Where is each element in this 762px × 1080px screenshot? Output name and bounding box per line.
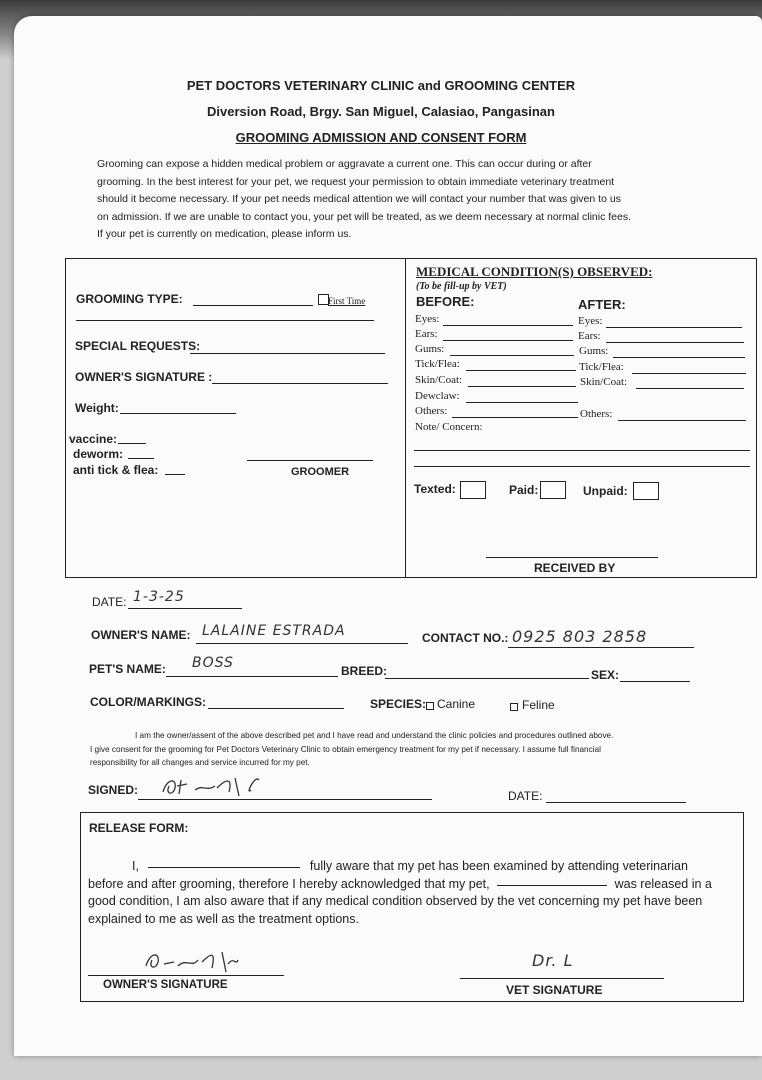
signed-field[interactable] xyxy=(138,799,432,800)
release-owner-signature-label: OWNER'S SIGNATURE xyxy=(103,979,228,991)
feline-checkbox[interactable] xyxy=(510,703,518,711)
release-i: I, xyxy=(132,859,139,873)
vet-signature-line[interactable] xyxy=(460,978,664,979)
before-dewclaw-field[interactable] xyxy=(466,402,578,403)
before-others-field[interactable] xyxy=(452,417,578,418)
before-gums-field[interactable] xyxy=(450,355,574,356)
intro-line: should it become necessary. If your pet needs medical attention we will contact your number that was given to us xyxy=(97,193,621,205)
medical-subtitle: (To be fill-up by VET) xyxy=(416,281,507,292)
date-label: DATE: xyxy=(92,595,127,609)
clinic-name: PET DOCTORS VETERINARY CLINIC and GROOMING CENTER xyxy=(186,78,576,93)
first-time-label: First Time xyxy=(328,296,366,306)
before-skincoat-field[interactable] xyxy=(468,386,576,387)
intro-line: on admission. If we are unable to contact you, your pet will be treated, as we deem necessary at normal clinic fees. xyxy=(97,210,632,223)
consent-date-field[interactable] xyxy=(546,802,686,803)
owner-name-field[interactable] xyxy=(196,643,408,644)
note-concern-field-2[interactable] xyxy=(414,466,750,467)
before-skincoat-label: Skin/Coat: xyxy=(415,374,463,386)
release-owner-name-field[interactable] xyxy=(148,867,300,868)
vet-signature-label: VET SIGNATURE xyxy=(506,983,603,997)
before-eyes-label: Eyes: xyxy=(415,313,440,325)
grooming-type-field[interactable] xyxy=(193,305,313,306)
canine-checkbox[interactable] xyxy=(426,702,434,710)
breed-field[interactable] xyxy=(385,678,589,679)
feline-label: Feline xyxy=(522,698,555,712)
after-gums-label: Gums: xyxy=(579,345,609,357)
grooming-type-label: GROOMING TYPE: xyxy=(76,292,183,306)
intro-paragraph xyxy=(97,156,709,244)
before-ears-label: Ears: xyxy=(415,328,438,340)
release-pet-name-field[interactable] xyxy=(497,885,607,886)
box-divider xyxy=(405,259,406,577)
paid-label: Paid: xyxy=(509,483,539,497)
signed-label: SIGNED: xyxy=(88,783,139,797)
intro-line: If your pet is currently on medication, please inform us. xyxy=(97,228,352,240)
release-paragraph xyxy=(88,858,740,928)
pet-name-value: BOSS xyxy=(192,655,234,671)
grooming-type-field-2[interactable] xyxy=(76,320,374,321)
before-tickflea-label: Tick/Flea: xyxy=(415,358,460,370)
before-label: BEFORE: xyxy=(416,294,475,309)
consent-line-2: I give consent for the grooming for Pet Doctors Veterinary Clinic to obtain emergency treatment for my pet if necessary. I assume full financial xyxy=(90,745,601,754)
after-skincoat-label: Skin/Coat: xyxy=(580,376,628,388)
breed-label: BREED: xyxy=(341,664,388,678)
date-field[interactable] xyxy=(128,608,242,609)
species-label: SPECIES: xyxy=(370,697,427,711)
owner-signature-label: OWNER'S SIGNATURE : xyxy=(75,370,213,384)
note-concern-field-1[interactable] xyxy=(414,450,750,451)
after-tickflea-field[interactable] xyxy=(632,373,746,374)
consent-date-label: DATE: xyxy=(508,789,543,803)
before-eyes-field[interactable] xyxy=(443,325,573,326)
unpaid-label: Unpaid: xyxy=(583,484,628,498)
groomer-signature-line[interactable] xyxy=(247,460,373,461)
owner-name-label: OWNER'S NAME: xyxy=(91,628,191,642)
after-label: AFTER: xyxy=(578,297,626,312)
special-requests-label: SPECIAL REQUESTS: xyxy=(75,339,201,353)
release-line-1 xyxy=(88,858,740,876)
contact-label: CONTACT NO.: xyxy=(422,631,509,645)
contact-field[interactable] xyxy=(508,647,694,648)
before-tickflea-field[interactable] xyxy=(466,370,576,371)
after-others-label: Others: xyxy=(580,408,613,420)
before-gums-label: Gums: xyxy=(415,343,445,355)
intro-line: Grooming can expose a hidden medical problem or aggravate a current one. This can occur during or after xyxy=(97,158,592,170)
weight-label: Weight: xyxy=(75,401,119,415)
release-line-1-text: fully aware that my pet has been examined by attending veterinarian xyxy=(309,859,688,873)
after-skincoat-field[interactable] xyxy=(636,388,744,389)
paid-checkbox[interactable] xyxy=(540,481,566,499)
release-line-4: explained to me as well as the treatment options. xyxy=(88,911,359,926)
after-eyes-field[interactable] xyxy=(606,327,742,328)
sex-field[interactable] xyxy=(620,681,690,682)
date-value: 1-3-25 xyxy=(133,589,185,605)
received-by-label: RECEIVED BY xyxy=(534,561,616,575)
owner-signature-field[interactable] xyxy=(212,383,388,384)
before-dewclaw-label: Dewclaw: xyxy=(415,390,460,402)
special-requests-field[interactable] xyxy=(190,353,385,354)
texted-label: Texted: xyxy=(414,482,456,496)
medical-title: MEDICAL CONDITION(S) OBSERVED: xyxy=(416,264,653,279)
after-others-field[interactable] xyxy=(618,420,746,421)
contact-value: 0925 803 2858 xyxy=(512,627,648,646)
owner-name-value: LALAINE ESTRADA xyxy=(202,623,346,639)
color-markings-label: COLOR/MARKINGS: xyxy=(90,695,206,709)
sex-label: SEX: xyxy=(591,668,620,682)
groomer-label: GROOMER xyxy=(291,466,350,478)
deworm-label: deworm: xyxy=(73,447,124,461)
release-owner-signature-scribble xyxy=(140,946,240,976)
intro-line: grooming. In the best interest for your pet, we request your permission to obtain immediate veterinary treatment xyxy=(97,175,615,188)
vaccine-label: vaccine: xyxy=(69,432,118,446)
note-concern-label: Note/ Concern: xyxy=(415,421,483,433)
clinic-address: Diversion Road, Brgy. San Miguel, Calasiao, Pangasinan xyxy=(207,104,555,119)
after-eyes-label: Eyes: xyxy=(578,315,603,327)
consent-line-1: I am the owner/assent of the above described pet and I have read and understand the clinic policies and procedures outlined above. xyxy=(135,731,614,740)
pet-name-label: PET'S NAME: xyxy=(89,662,166,676)
after-tickflea-label: Tick/Flea: xyxy=(579,361,624,373)
color-markings-field[interactable] xyxy=(208,708,344,709)
received-by-line[interactable] xyxy=(486,557,658,558)
admission-box xyxy=(65,258,757,578)
vet-signature-value: Dr. L xyxy=(532,951,574,970)
release-title: RELEASE FORM: xyxy=(89,821,189,835)
release-line-2 xyxy=(88,876,740,894)
unpaid-checkbox[interactable] xyxy=(633,482,659,500)
after-ears-label: Ears: xyxy=(578,330,601,342)
owner-signature-scribble xyxy=(155,770,265,800)
canine-label: Canine xyxy=(437,697,476,711)
after-gums-field[interactable] xyxy=(613,357,745,358)
form-title: GROOMING ADMISSION AND CONSENT FORM xyxy=(235,130,527,145)
release-line-2-text: before and after grooming, therefore I hereby acknowledged that my pet, xyxy=(88,876,490,891)
deworm-field[interactable] xyxy=(128,458,154,459)
texted-checkbox[interactable] xyxy=(460,481,486,499)
vaccine-field[interactable] xyxy=(118,443,146,444)
weight-field[interactable] xyxy=(120,413,236,414)
anti-tick-field[interactable] xyxy=(165,474,185,475)
release-owner-signature-line[interactable] xyxy=(88,975,284,976)
consent-line-3: responsibility for all changes and service incurred for my pet. xyxy=(90,758,310,767)
after-ears-field[interactable] xyxy=(606,342,744,343)
release-line-3: good condition, I am also aware that if any medical condition observed by the vet concerning my pet have been xyxy=(88,894,703,908)
release-line-2-end: was released in a xyxy=(614,876,712,891)
before-ears-field[interactable] xyxy=(443,340,573,341)
anti-tick-label: anti tick & flea: xyxy=(73,463,159,477)
before-others-label: Others: xyxy=(415,405,448,417)
pet-name-field[interactable] xyxy=(166,676,338,677)
